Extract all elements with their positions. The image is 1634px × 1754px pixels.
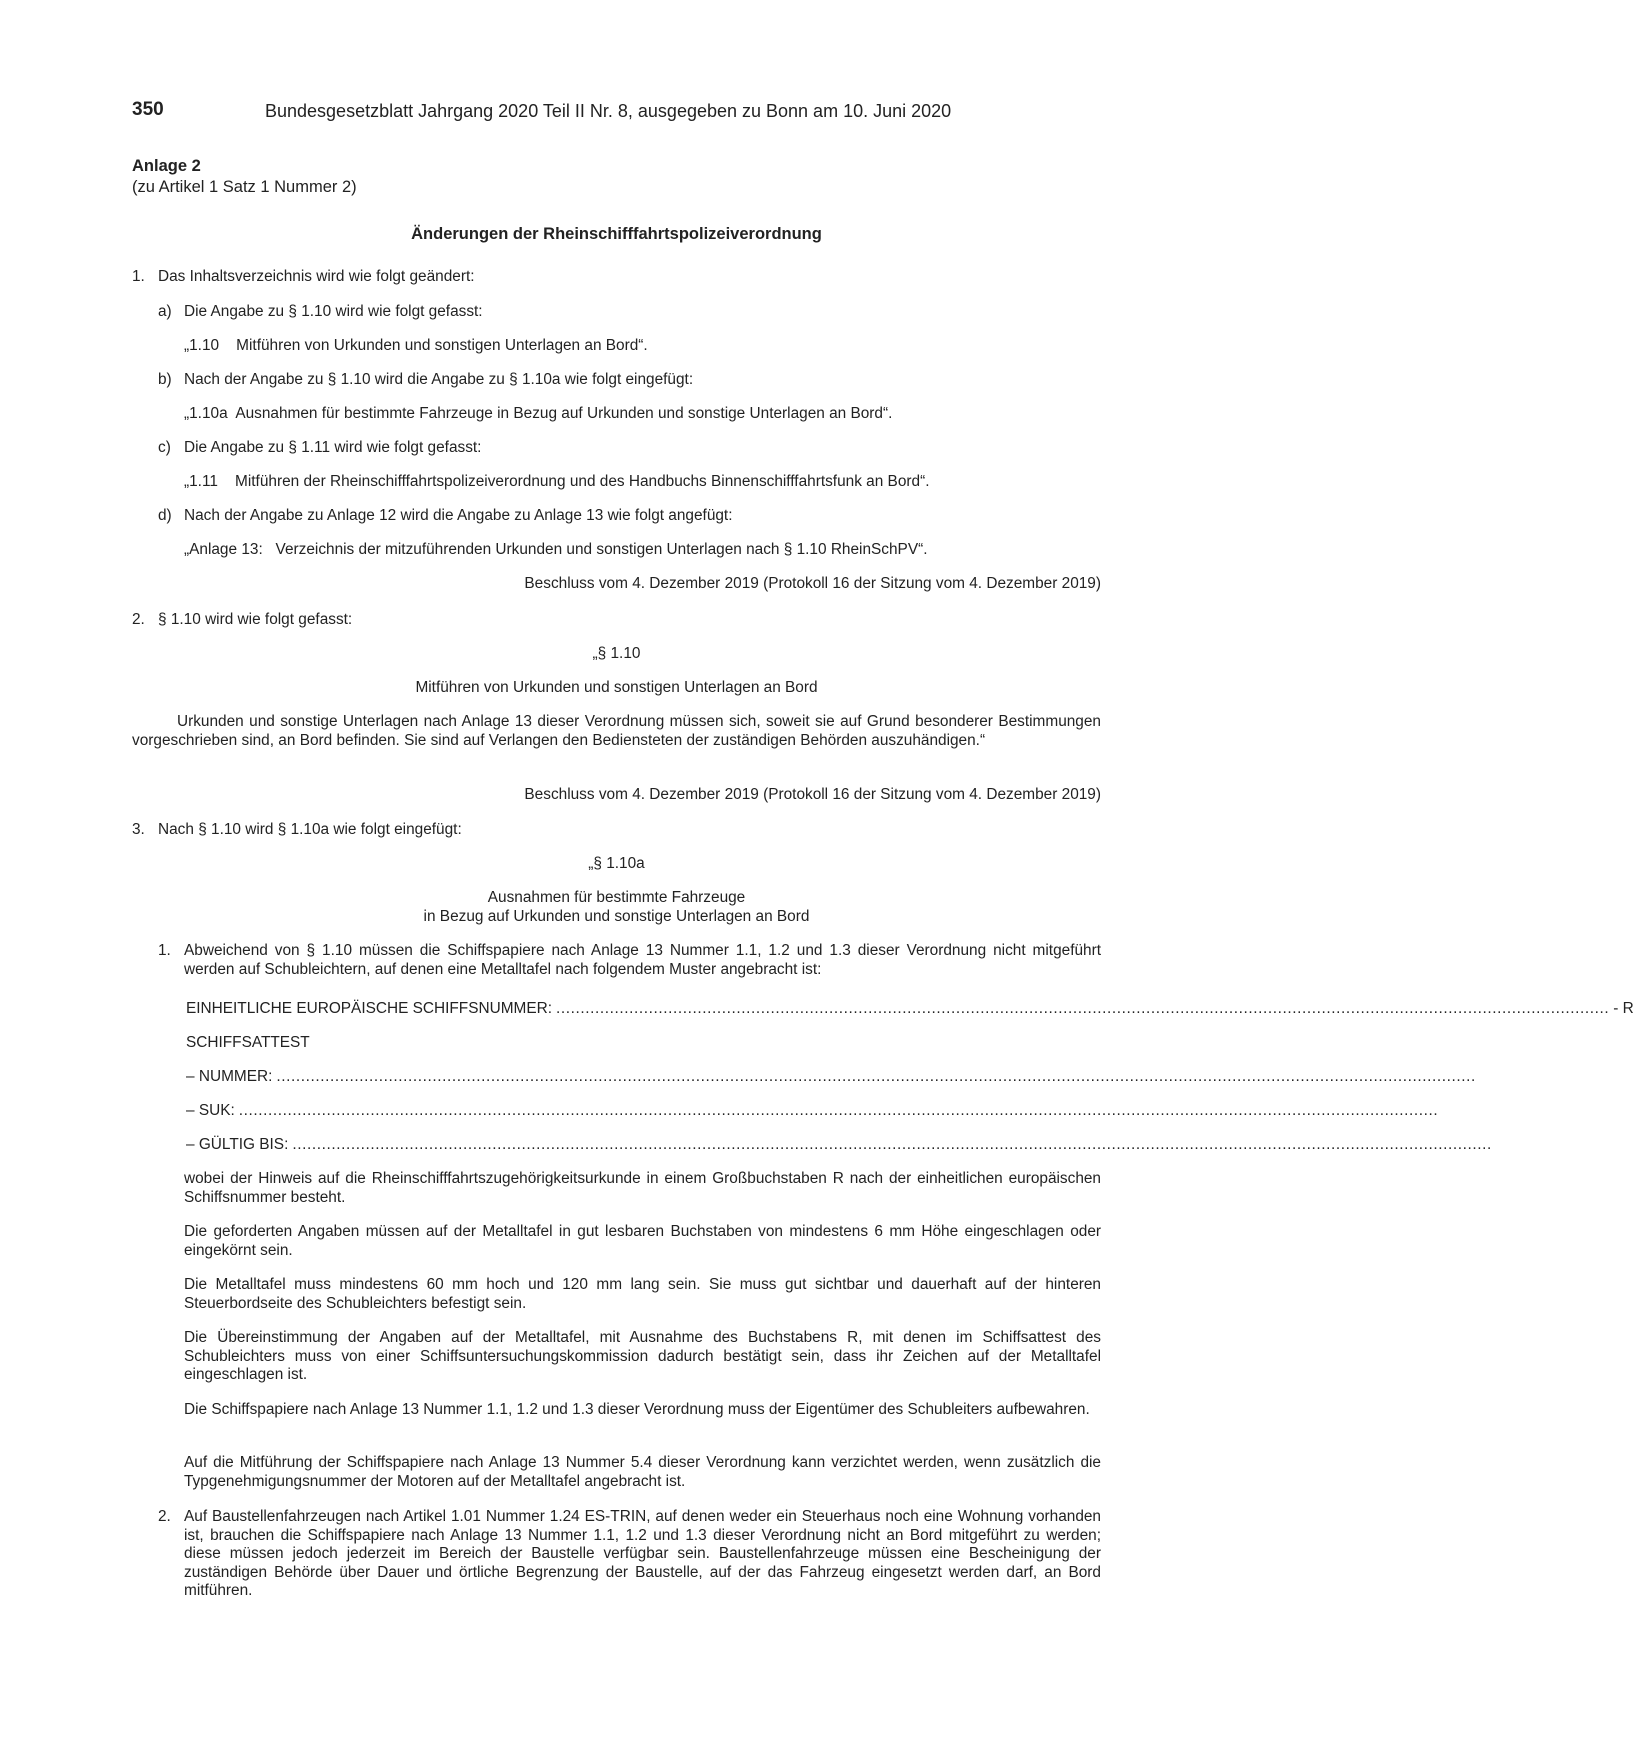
- dot-leader: ......................................................................................................................................................................................................................................................: [292, 1136, 1492, 1153]
- page-number: 350: [132, 99, 164, 120]
- paragraph-1: [158, 942, 1101, 979]
- gazette-header: Bundesgesetzblatt Jahrgang 2020 Teil II Nr. 8, ausgegeben zu Bonn am 10. Juni 2020: [265, 101, 952, 121]
- document-heading: Änderungen der Rheinschifffahrtspolizeiverordnung: [411, 225, 822, 243]
- annex-subtitle: (zu Artikel 1 Satz 1 Nummer 2): [132, 178, 357, 196]
- item-number: 2.: [132, 611, 145, 628]
- paragraph-text: Abweichend von § 1.10 müssen die Schiffspapiere nach Anlage 13 Nummer 1.1, 1.2 und 1.3 dieser Verordnung nicht mitgeführt werden auf Schubleichtern, auf denen eine Metalltafel nach folgendem Muster angebracht ist:: [184, 942, 1101, 978]
- sub-item-text: Nach der Angabe zu Anlage 12 wird die Angabe zu Anlage 13 wie folgt angefügt:: [184, 507, 733, 524]
- sub-item-label: a): [158, 303, 172, 320]
- quote-c: „1.11 Mitführen der Rheinschifffahrtspolizeiverordnung und des Handbuchs Binnenschifffahrtsfunk an Bord“.: [184, 473, 930, 490]
- form-label: – NUMMER:: [186, 1068, 273, 1085]
- form-label: – GÜLTIG BIS:: [186, 1136, 289, 1153]
- sub-item-b: [158, 371, 693, 390]
- quote-d: „Anlage 13: Verzeichnis der mitzuführenden Urkunden und sonstigen Unterlagen nach § 1.10 RheinSchPV“.: [184, 541, 928, 558]
- form-line-nummer: [186, 1068, 1476, 1087]
- form-line-gueltig-bis: [186, 1136, 1492, 1155]
- form-line-schiffsnummer: [186, 1000, 1634, 1019]
- item-number: 3.: [132, 821, 145, 838]
- dot-leader: ........................................................................................................................................................................................................................: [556, 1000, 1610, 1017]
- paragraph-text: Die geforderten Angaben müssen auf der Metalltafel in gut lesbaren Buchstaben von mindestens 6 mm Höhe eingeschlagen oder eingekörnt sein.: [184, 1223, 1101, 1259]
- item-number: 1.: [132, 268, 145, 285]
- paragraph-text: Auf die Mitführung der Schiffspapiere nach Anlage 13 Nummer 5.4 dieser Verordnung kann verzichtet werden, wenn zusätzlich die Typgenehmigungsnummer der Motoren auf der Metalltafel angebracht ist.: [184, 1454, 1101, 1490]
- sub-item-a: [158, 303, 483, 322]
- form-line-schiffsattest: SCHIFFSATTEST: [186, 1034, 310, 1051]
- sub-item-label: c): [158, 439, 171, 456]
- paragraph-text: Die Metalltafel muss mindestens 60 mm hoch und 120 mm lang sein. Sie muss gut sichtbar und dauerhaft auf der hinteren Steuerbordseite des Schubleichters befestigt sein.: [184, 1276, 1101, 1312]
- paragraph-text: wobei der Hinweis auf die Rheinschifffahrtszugehörigkeitsurkunde in einem Großbuchstaben R nach der einheitlichen europäischen Schiffsnummer besteht.: [184, 1170, 1101, 1206]
- item-3: [132, 821, 462, 840]
- paragraph-number: 2.: [158, 1508, 171, 1525]
- resolution-note: Beschluss vom 4. Dezember 2019 (Protokoll 16 der Sitzung vom 4. Dezember 2019): [524, 575, 1101, 592]
- section-body: Urkunden und sonstige Unterlagen nach Anlage 13 dieser Verordnung müssen sich, soweit sie auf Grund besonderer Bestimmungen vorgeschrieben sind, an Bord befinden. Sie sind auf Verlangen den Bediensteten der zuständigen Behörden auszuhändigen.“: [132, 713, 1101, 749]
- sub-item-label: b): [158, 371, 172, 388]
- sub-item-label: d): [158, 507, 172, 524]
- sub-item-d: [158, 507, 733, 526]
- sub-item-text: Die Angabe zu § 1.11 wird wie folgt gefasst:: [184, 439, 482, 456]
- paragraph-2: [158, 1508, 1101, 1601]
- section-title: Mitführen von Urkunden und sonstigen Unterlagen an Bord: [415, 679, 818, 696]
- quote-b: „1.10a Ausnahmen für bestimmte Fahrzeuge in Bezug auf Urkunden und sonstige Unterlagen an Bord“.: [184, 405, 893, 422]
- sub-item-text: Nach der Angabe zu § 1.10 wird die Angabe zu § 1.10a wie folgt eingefügt:: [184, 371, 694, 388]
- sub-item-text: Die Angabe zu § 1.10 wird wie folgt gefasst:: [184, 303, 483, 320]
- section-number: „§ 1.10a: [588, 855, 645, 872]
- paragraph-text: Auf Baustellenfahrzeugen nach Artikel 1.01 Nummer 1.24 ES-TRIN, auf denen weder ein Steuerhaus noch eine Wohnung vorhanden ist, brauchen die Schiffspapiere nach Anlage 13 Nummer 1.1, 1.2 und 1.3 dieser Verordnung nicht an Bord mitgeführt zu werden; diese müssen jedoch jederzeit im Bereich der Baustelle verfügbar sein. Baustellenfahrzeuge müssen eine Bescheinigung der zuständigen Behörde über Dauer und örtliche Begrenzung der Baustelle, auf der das Fahrzeug eingesetzt werden darf, an Bord mitführen.: [184, 1508, 1101, 1599]
- annex-title: Anlage 2: [132, 157, 201, 175]
- section-number: „§ 1.10: [592, 645, 641, 662]
- form-line-suk: [186, 1102, 1439, 1121]
- dot-leader: ......................................................................................................................................................................................................................................................: [276, 1068, 1476, 1085]
- form-suffix: - R: [1613, 1000, 1634, 1017]
- item-2: [132, 611, 352, 630]
- sub-item-c: [158, 439, 481, 458]
- form-label: EINHEITLICHE EUROPÄISCHE SCHIFFSNUMMER:: [186, 1000, 552, 1017]
- paragraph-number: 1.: [158, 942, 171, 959]
- item-1: [132, 268, 475, 287]
- paragraph-text: Die Schiffspapiere nach Anlage 13 Nummer 1.1, 1.2 und 1.3 dieser Verordnung muss der Eigentümer des Schubleiters aufbewahren.: [184, 1401, 1090, 1418]
- quote-a: „1.10 Mitführen von Urkunden und sonstigen Unterlagen an Bord“.: [184, 337, 648, 354]
- item-text: Das Inhaltsverzeichnis wird wie folgt geändert:: [158, 268, 475, 285]
- item-text: § 1.10 wird wie folgt gefasst:: [158, 611, 353, 628]
- resolution-note: Beschluss vom 4. Dezember 2019 (Protokoll 16 der Sitzung vom 4. Dezember 2019): [524, 786, 1101, 803]
- dot-leader: ......................................................................................................................................................................................................................................................: [238, 1102, 1439, 1119]
- form-label: – SUK:: [186, 1102, 235, 1119]
- paragraph-text: Die Übereinstimmung der Angaben auf der Metalltafel, mit Ausnahme des Buchstabens R, mit denen im Schiffsattest des Schubleichters muss von einer Schiffsuntersuchungskommission dadurch bestätigt sein, dass ihr Zeichen auf der Metalltafel eingeschlagen ist.: [184, 1329, 1101, 1383]
- section-title-line-1: Ausnahmen für bestimmte Fahrzeuge: [487, 889, 746, 906]
- section-title-line-2: in Bezug auf Urkunden und sonstige Unterlagen an Bord: [423, 907, 810, 925]
- item-text: Nach § 1.10 wird § 1.10a wie folgt eingefügt:: [158, 821, 462, 838]
